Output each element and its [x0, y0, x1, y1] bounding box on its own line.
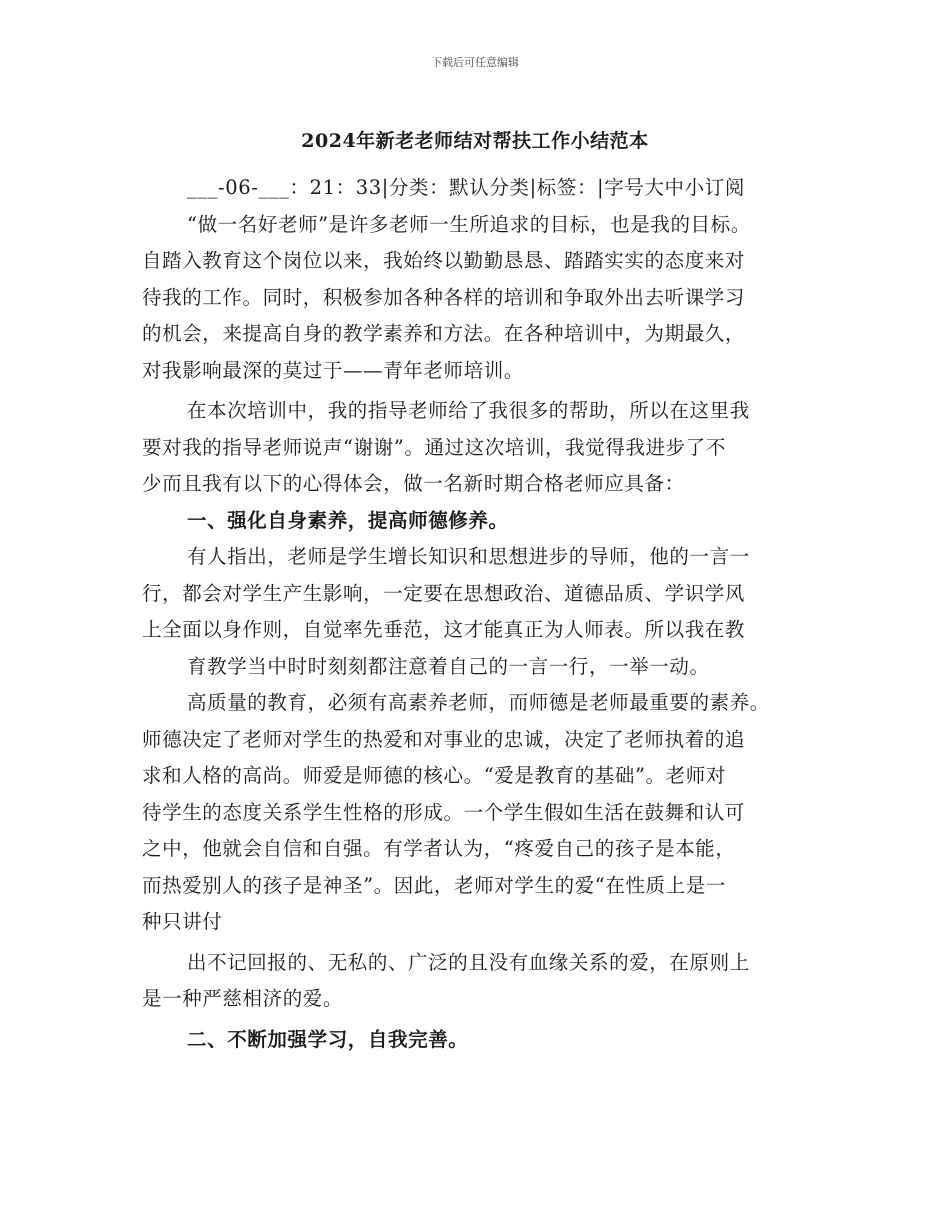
paragraph-line: “做一名好老师”是许多老师一生所追求的目标，也是我的目标。 — [187, 212, 751, 236]
paragraph-line: 有人指出，老师是学生增长知识和思想进步的导师，他的一言一 — [187, 545, 750, 568]
paragraph-line: 出不记回报的、无私的、广泛的且没有血缘关系的爱，在原则上 — [187, 950, 750, 974]
paragraph-line: 而热爱别人的孩子是神圣”。因此，老师对学生的爱“在性质上是一 — [142, 873, 726, 897]
paragraph-line: 待我的工作。同时，积极参加各种各样的培训和争取外出去听课学习 — [142, 285, 746, 309]
paragraph-line: 是一种严慈相济的爱。 — [142, 987, 344, 1010]
paragraph-line: 少而且我有以下的心得体会，做一名新时期合格老师应具备： — [142, 472, 685, 495]
paragraph-line: 育教学当中时时刻刻都注意着自己的一言一行，一举一动。 — [187, 654, 710, 678]
document-body — [142, 170, 824, 1058]
paragraph-line: 求和人格的高尚。师爱是师德的核心。“爱是教育的基础”。老师对 — [142, 764, 726, 787]
paragraph-line: 对我影响最深的莫过于——青年老师培训。 — [142, 358, 524, 382]
paragraph-line: 高质量的教育，必须有高素养老师，而师德是老师最重要的素养。 — [187, 691, 770, 714]
header-note: 下载后可任意编辑 — [431, 56, 519, 69]
paragraph-line: 的机会，来提高自身的教学素养和方法。在各种培训中，为期最久， — [142, 322, 746, 345]
meta-line: ___-06-___：21：33|分类：默认分类|标签：|字号大中小订阅 — [187, 176, 745, 199]
section-heading: 二、不断加强学习，自我完善。 — [187, 1027, 469, 1051]
paragraph-line: 上全面以身作则，自觉率先垂范，这才能真正为人师表。所以我在教 — [142, 618, 746, 641]
paragraph-line: 在本次培训中，我的指导老师给了我很多的帮助，所以在这里我 — [187, 399, 750, 422]
paragraph-line: 要对我的指导老师说声“谢谢”。通过这次培训，我觉得我进步了不 — [142, 435, 726, 459]
document-title: 2024年新老老师结对帮扶工作小结范本 — [301, 130, 649, 152]
paragraph-line: 待学生的态度关系学生性格的形成。一个学生假如生活在鼓舞和认可 — [142, 800, 746, 824]
section-heading: 一、强化自身素养，提高师德修养。 — [187, 508, 509, 532]
paragraph-line: 种只讲付 — [142, 910, 223, 933]
paragraph-line: 之中，他就会自信和自强。有学者认为，“疼爱自己的孩子是本能， — [142, 837, 736, 860]
paragraph-line: 自踏入教育这个岗位以来，我始终以勤勤恳恳、踏踏实实的态度来对 — [142, 249, 746, 272]
paragraph-line: 行，都会对学生产生影响，一定要在思想政治、道德品质、学识学风 — [142, 581, 746, 605]
paragraph-line: 师德决定了老师对学生的热爱和对事业的忠诚，决定了老师执着的追 — [142, 727, 746, 751]
